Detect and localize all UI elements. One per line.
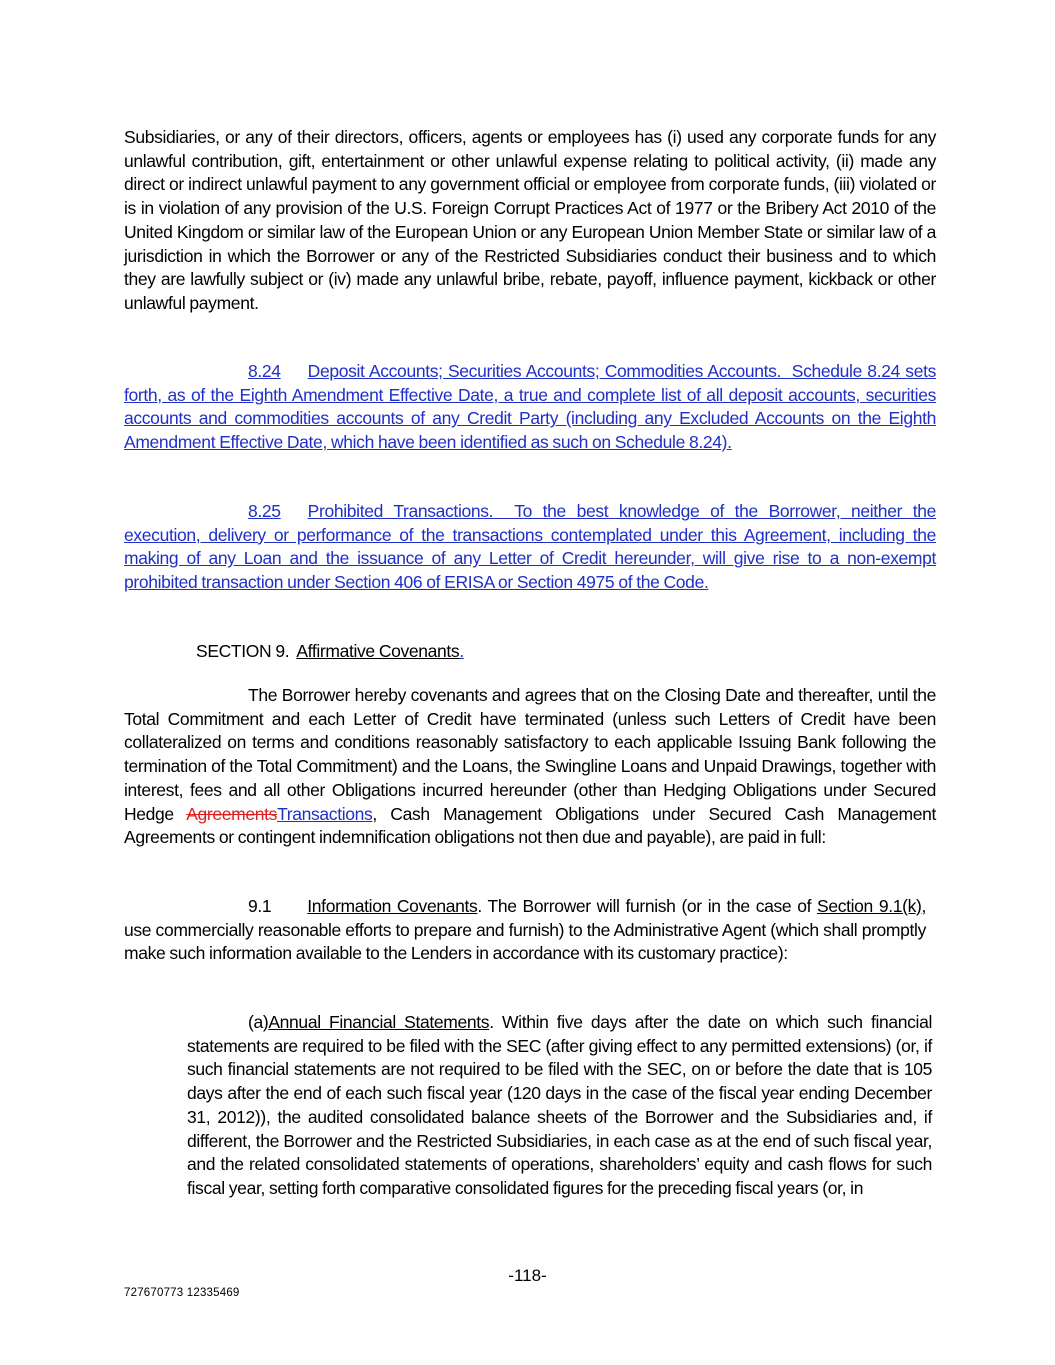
section-9-1: 9.1 Information Covenants. The Borrower will furnish (or in the case of Section 9.1(k), use commercially reasonable efforts to prepare and furnish) to the Administrative Agent (which shall promptly make such information available to the Lenders in accordance with its customary practice): [124, 896, 926, 964]
section-heading: Prohibited Transactions. [307, 501, 494, 521]
section-number: 8.24 [248, 361, 281, 381]
subsection-heading: Annual Financial Statements [268, 1012, 490, 1032]
subsection-number: (a) [248, 1012, 269, 1032]
section-9-1-a: (a)Annual Financial Statements. Within five days after the date on which such financial statements are required to be filed with the SEC (after giving effect to any permitted extensions) (or, if such financial statements are not required to be filed with the SEC, on or before the date that is 105 days after the end of each such fiscal year (120 days in the case of the fiscal year ending December 31, 2012)), the audited consolidated balance sheets of the Borrower and the Subsidiaries and, if different, the Borrower and the Restricted Subsidiaries, in each case as at the end of such fiscal year, and the related consolidated statements of operations, shareholders’ equity and cash flows for such fiscal year, setting forth comparative consolidated figures for the preceding fiscal years (or, in [187, 1012, 932, 1198]
paragraph-covenant: The Borrower hereby covenants and agrees that on the Closing Date and thereafter, until the Total Commitment and each Letter of Credit have terminated (unless such Letters of Credit have been collateralized on terms and conditions reasonably satisfactory to each applicable Issuing Bank following the termination of the Total Commitment) and the Loans, the Swingline Loans and Unpaid Drawings, together with interest, fees and all other Obligations incurred hereunder (other than Hedging Obligations under Secured Hedge AgreementsTransactions, Cash Management Obligations under Secured Cash Management Agreements or contingent indemnification obligations not then due and payable), are paid in full: [124, 685, 936, 848]
section-title-end: . [459, 641, 464, 661]
section-body: To the best knowledge of the Borrower, neither the execution, delivery or performance of the transactions contemplated under this Agreement, including the making of any Loan and the issuance of any Letter of Credit hereunder, will give rise to a non-exempt prohibited transaction under Section 406 of ERISA or Section 4975 of the Code. [124, 501, 936, 593]
document-id: 727670773 12335469 [124, 1287, 240, 1299]
section-8-25 [124, 500, 936, 595]
section-8-24 [124, 360, 936, 455]
section-number: 8.25 [248, 501, 281, 521]
deleted-text: Agreements [186, 803, 278, 824]
section-reference-link[interactable]: Section 9.1(k) [817, 896, 922, 916]
section-label: SECTION 9. [196, 641, 290, 661]
page-number: -118- [508, 1266, 547, 1285]
section-heading: Information Covenants [307, 896, 478, 916]
section-title: Affirmative Covenants [296, 641, 460, 661]
section-number: 9.1 [248, 896, 272, 916]
paragraph-intro: Subsidiaries, or any of their directors, officers, agents or employees has (i) used any corporate funds for any unlawful contribution, gift, entertainment or other unlawful expense relating to political activity, (ii) made any direct or indirect unlawful payment to any government official or employee from corporate funds, (iii) violated or is in violation of any provision of the U.S. Foreign Corrupt Practices Act of 1977 or the Bribery Act 2010 of the United Kingdom or similar law of the European Union or any European Union Member State or similar law of a jurisdiction in which the Borrower or any of the Restricted Subsidiaries conduct their business and to which they are lawfully subject or (iv) made any unlawful bribe, rebate, payoff, influence payment, kickback or other unlawful payment. [124, 127, 936, 313]
section-9-heading [196, 640, 896, 664]
inserted-text: Transactions [277, 803, 373, 824]
section-body: Schedule 8.24 sets forth, as of the Eighth Amendment Effective Date, a true and complete list of all deposit accounts, securities accounts and commodities accounts of any Credit Party (including any Excluded Accounts on the Eighth Amendment Effective Date, which have been identified as such on Schedule 8.24). [124, 361, 937, 453]
section-heading: Deposit Accounts; Securities Accounts; Commodities Accounts. [307, 361, 782, 381]
